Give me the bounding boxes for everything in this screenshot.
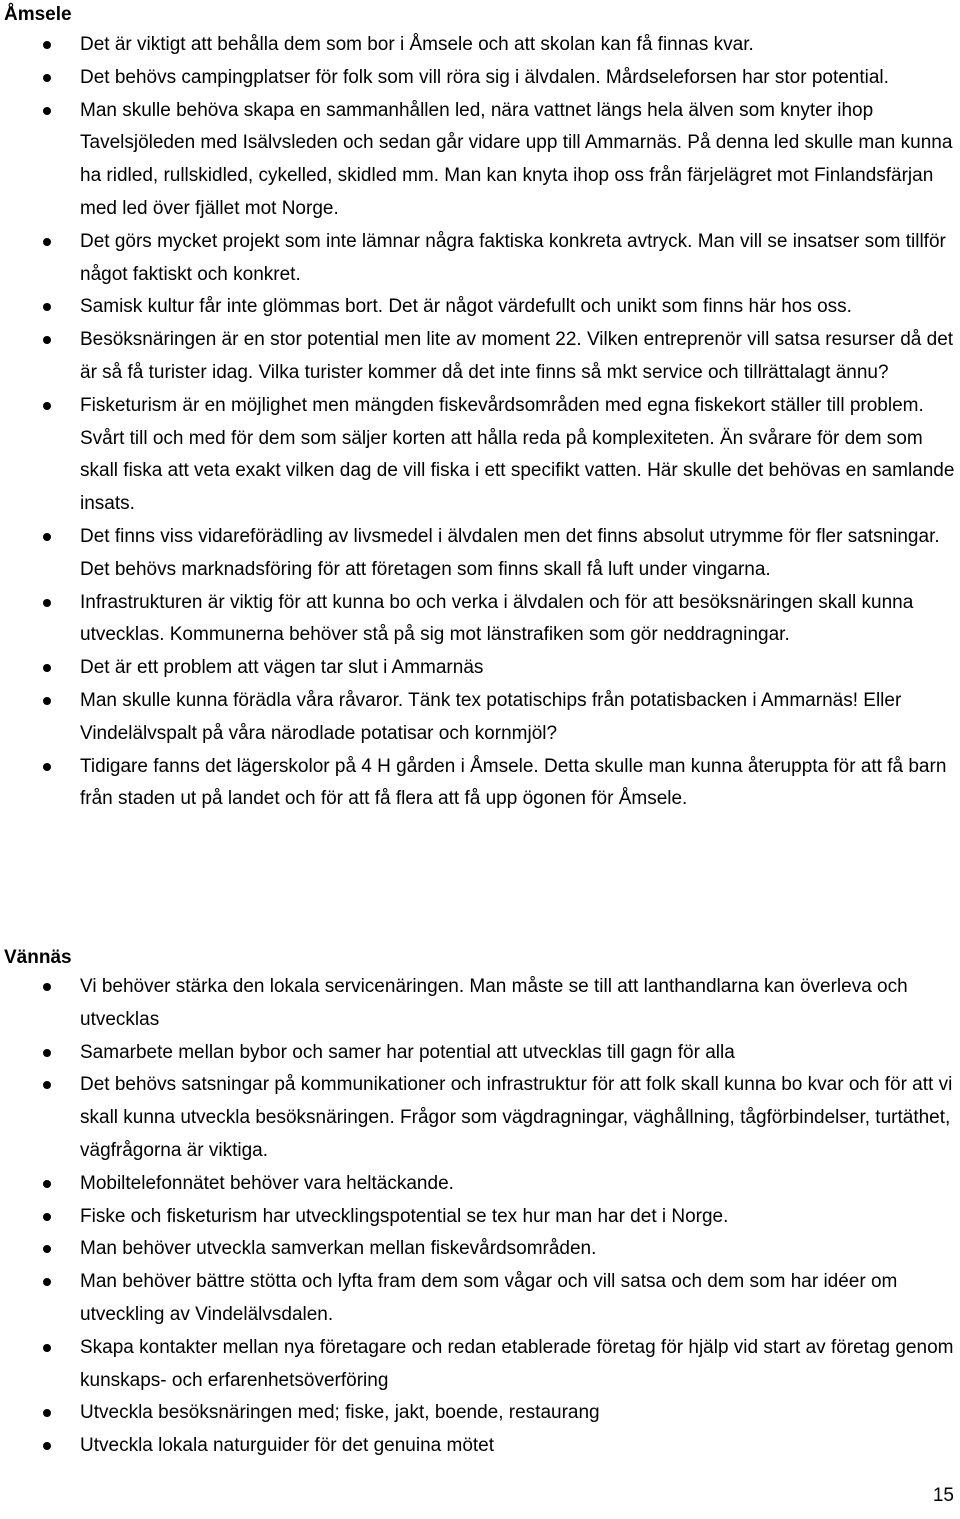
- list-item: [0, 1037, 960, 1070]
- list-item-text: Utveckla besöksnäringen med; fiske, jakt, boende, restaurang: [80, 1402, 600, 1424]
- bullet-icon: [43, 697, 51, 705]
- list-item: [0, 1430, 960, 1463]
- list-item-text: Fisketurism är en möjlighet men mängden fiskevårdsområden med egna fiskekort ställer till problem. Svårt till och med för dem som säljer korten att hålla reda på komplexiteten. Än svårare för dem som skall fiska att veta exakt vilken dag de vill fiska i ett specifikt vatten. Här skulle det behövas en samlande insats.: [80, 394, 955, 515]
- list-item: [0, 29, 960, 62]
- list-item: [0, 1397, 960, 1430]
- bullet-icon: [43, 1213, 51, 1221]
- list-item: [0, 587, 960, 653]
- list-item: [0, 1201, 960, 1234]
- list-item-text: Man skulle kunna förädla våra råvaror. Tänk tex potatischips från potatisbacken i Ammarnäs! Eller Vindelälvspalt på våra närodlade potatisar och kornmjöl?: [80, 689, 902, 744]
- bullet-icon: [43, 74, 51, 82]
- bullet-icon: [43, 1081, 51, 1089]
- list-item: [0, 1266, 960, 1332]
- list-item-text: Skapa kontakter mellan nya företagare och redan etablerade företag för hjälp vid start av företag genom kunskaps- och erfarenhetsöverföring: [80, 1336, 954, 1391]
- list-item: [0, 1233, 960, 1266]
- list-item: [0, 95, 960, 226]
- bullet-icon: [43, 41, 51, 49]
- list-item-text: Man skulle behöva skapa en sammanhållen led, nära vattnet längs hela älven som knyter ihop Tavelsjöleden med Isälvsleden och sedan går vidare upp till Ammarnäs. På denna led skulle man kunna ha ridled, rullskidled, cykelled, skidled mm. Man kan knyta ihop oss från färjelägret mot Finlandsfärjan med led över fjället mot Norge.: [80, 99, 953, 219]
- list-item: [0, 751, 960, 817]
- bullet-icon: [43, 983, 51, 991]
- bullet-icon: [43, 238, 51, 246]
- list-item-text: Det finns viss vidareförädling av livsmedel i älvdalen men det finns absolut utrymme för fler satsningar. Det behövs marknadsföring för att företagen som finns skall få luft under vingarna.: [80, 525, 940, 580]
- list-item-text: Man behöver bättre stötta och lyfta fram dem som vågar och vill satsa och dem som har idéer om utveckling av Vindelälvsdalen.: [80, 1271, 898, 1325]
- list-item: [0, 226, 960, 292]
- section-heading-vannas: Vännäs: [4, 947, 72, 968]
- section-heading-amsele: Åmsele: [4, 4, 72, 25]
- list-item: [0, 390, 960, 521]
- list-item-text: Fiske och fisketurism har utvecklingspotential se tex hur man har det i Norge.: [80, 1205, 729, 1227]
- bullet-icon: [43, 336, 51, 344]
- bullet-icon: [43, 1409, 51, 1417]
- bullet-icon: [43, 1245, 51, 1253]
- list-item-text: Det är viktigt att behålla dem som bor i Åmsele och att skolan kan få finnas kvar.: [80, 34, 754, 55]
- list-item-text: Tidigare fanns det lägerskolor på 4 H gården i Åmsele. Detta skulle man kunna återuppta för att få barn från staden ut på landet och för att få flera att få upp ögonen för Åmsele.: [80, 755, 947, 810]
- list-item-text: Man behöver utveckla samverkan mellan fiskevårdsområden.: [80, 1238, 597, 1260]
- bullet-icon: [43, 1344, 51, 1352]
- list-item-text: Det görs mycket projekt som inte lämnar några faktiska konkreta avtryck. Man vill se insatser som tillför något faktiskt och konkret.: [80, 230, 946, 285]
- list-item: [0, 971, 960, 1037]
- list-item: [0, 1168, 960, 1201]
- bullet-icon: [43, 402, 51, 410]
- bullet-icon: [43, 533, 51, 541]
- bullet-icon: [43, 1442, 51, 1450]
- list-item-text: Mobiltelefonnätet behöver vara heltäckande.: [80, 1172, 454, 1194]
- list-item: [0, 324, 960, 390]
- list-item-text: Utveckla lokala naturguider för det genuina mötet: [80, 1435, 495, 1457]
- list-item-text: Vi behöver stärka den lokala servicenäringen. Man måste se till att lanthandlarna kan överleva och utvecklas: [80, 976, 908, 1030]
- bullet-icon: [43, 1278, 51, 1286]
- bullet-list-amsele: [0, 29, 960, 816]
- list-item: [0, 291, 960, 324]
- list-item: [0, 1069, 960, 1167]
- bullet-icon: [43, 303, 51, 311]
- list-item: [0, 685, 960, 751]
- bullet-icon: [43, 107, 51, 115]
- page-number: 15: [932, 1485, 954, 1506]
- bullet-icon: [43, 763, 51, 771]
- list-item-text: Samarbete mellan bybor och samer har potential att utvecklas till gagn för alla: [80, 1041, 735, 1063]
- bullet-list-vannas: [0, 971, 960, 1463]
- list-item-text: Samisk kultur får inte glömmas bort. Det är något värdefullt och unikt som finns här hos oss.: [80, 296, 852, 318]
- list-item: [0, 62, 960, 95]
- list-item: [0, 1332, 960, 1398]
- bullet-icon: [43, 664, 51, 672]
- list-item-text: Det behövs campingplatser för folk som vill röra sig i älvdalen. Mårdseleforsen har stor potential.: [80, 66, 889, 88]
- bullet-icon: [43, 1049, 51, 1057]
- list-item-text: Infrastrukturen är viktig för att kunna bo och verka i älvdalen och för att besöksnäringen skall kunna utvecklas. Kommunerna behöver stå på sig mot länstrafiken som gör neddragningar.: [80, 591, 914, 646]
- list-item-text: Det behövs satsningar på kommunikationer och infrastruktur för att folk skall kunna bo kvar och för att vi skall kunna utveckla besöksnäringen. Frågor som vägdragningar, väghållning, tågförbindelser, turtäthet, vägfrågorna är viktiga.: [80, 1074, 953, 1161]
- bullet-icon: [43, 599, 51, 607]
- bullet-icon: [43, 1180, 51, 1188]
- list-item-text: Det är ett problem att vägen tar slut i Ammarnäs: [80, 657, 484, 679]
- list-item: [0, 652, 960, 685]
- list-item-text: Besöksnäringen är en stor potential men lite av moment 22. Vilken entreprenör vill satsa resurser då det är så få turister idag. Vilka turister kommer då det inte finns så mkt service och tillrättalagt ännu?: [80, 329, 954, 383]
- list-item: [0, 521, 960, 587]
